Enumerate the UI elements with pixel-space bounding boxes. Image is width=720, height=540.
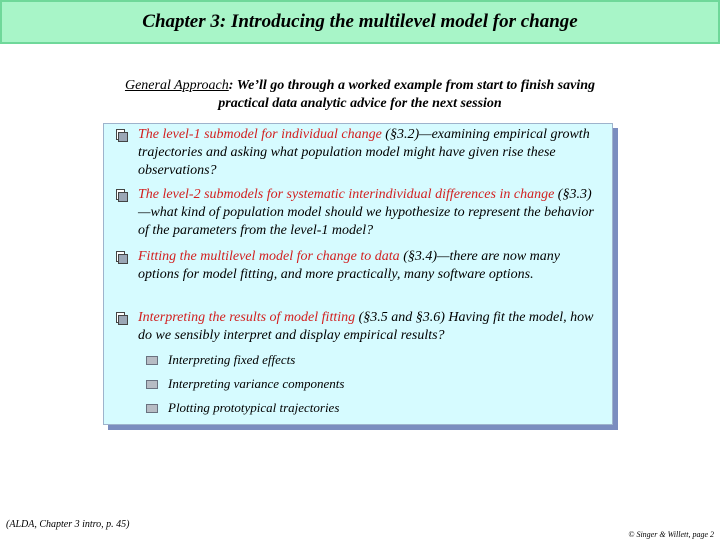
slide-title: Chapter 3: Introducing the multilevel model for change (142, 11, 578, 32)
sub-item (146, 352, 295, 368)
title-bar (0, 0, 720, 44)
bullet-highlight: The level-2 submodels for systematic interindividual differences in change (138, 187, 555, 202)
content-box (103, 123, 613, 425)
bullet-icon (114, 129, 128, 141)
footer-citation: (ALDA, Chapter 3 intro, p. 45) (6, 519, 130, 530)
general-approach (100, 77, 620, 113)
sub-item-text: Plotting prototypical trajectories (168, 400, 340, 415)
sub-item (146, 376, 344, 392)
bullet-item (114, 126, 604, 180)
sub-item-text: Interpreting fixed effects (168, 352, 296, 367)
sub-item (146, 400, 339, 416)
bullet-icon (114, 189, 128, 201)
sub-bullet-icon (146, 356, 158, 365)
bullet-text: (§3.3)—what kind of population model should we hypothesize to represent the behavior of the parameters from the level-1 model? (138, 187, 594, 238)
sub-bullet-icon (146, 380, 158, 389)
sub-item-text: Interpreting variance components (168, 376, 345, 391)
bullet-item (114, 248, 604, 284)
bullet-icon (114, 312, 128, 324)
bullet-text: (§3.4)—there are now many options for model fitting, and more practically, many software options. (138, 249, 561, 282)
bullet-icon (114, 251, 128, 263)
sub-bullet-icon (146, 404, 158, 413)
bullet-highlight: The level-1 submodel for individual change (138, 127, 382, 142)
bullet-highlight: Interpreting the results of model fitting (138, 310, 356, 325)
bullet-highlight: Fitting the multilevel model for change to data (138, 249, 400, 264)
bullet-text: (§3.2)—examining empirical growth trajectories and asking what population model might have given rise these observations? (138, 127, 590, 178)
approach-lead: General Approach (124, 78, 229, 93)
bullet-item (114, 309, 604, 345)
footer-copyright: © Singer & Willett, page 2 (628, 530, 714, 539)
bullet-item (114, 186, 604, 240)
bullet-text: (§3.5 and §3.6) Having fit the model, how do we sensibly interpret and display empirical results? (138, 310, 594, 343)
approach-text: : We’ll go through a worked example from start to finish saving practical data analytic advice for the next session (218, 78, 596, 111)
